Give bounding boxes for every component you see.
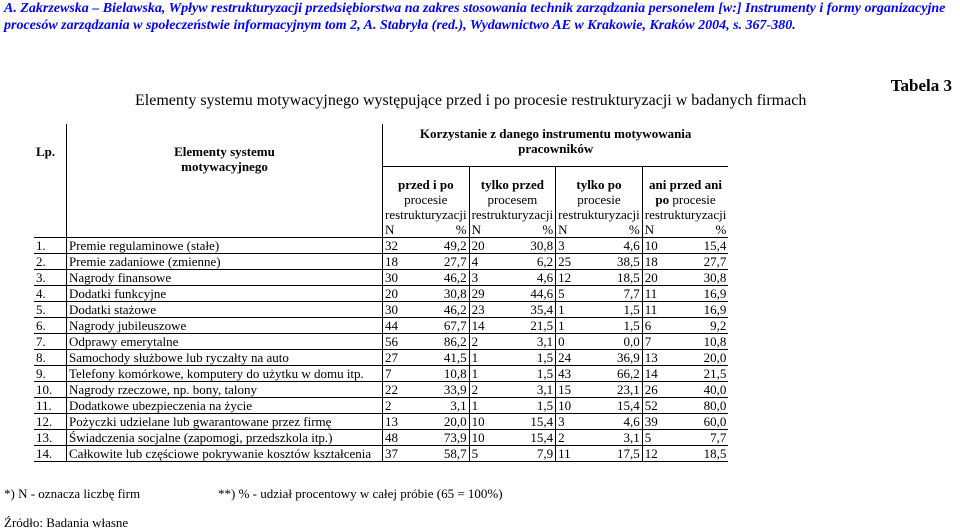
cell-count: 10 <box>469 414 505 430</box>
cell-count: 14 <box>642 366 678 382</box>
cell-count: 37 <box>383 446 419 462</box>
cell-percent: 18,5 <box>592 270 643 286</box>
cell-percent: 1,5 <box>592 302 643 318</box>
footnote-pct: **) % - udział procentowy w całej próbie (65 = 100%) <box>218 486 503 501</box>
cell-count: 1 <box>556 318 592 334</box>
cell-percent: 16,9 <box>678 286 728 302</box>
table-row <box>34 254 728 270</box>
cell-count: 1 <box>469 350 505 366</box>
table-row <box>34 398 728 414</box>
cell-count: 20 <box>469 238 505 254</box>
table-row <box>34 430 728 446</box>
header-pct: % <box>505 222 556 238</box>
cell-count: 2 <box>383 398 419 414</box>
table-title: Elementy systemu motywacyjnego występujące przed i po procesie restrukturyzacji w badanych firmach <box>135 92 807 109</box>
cell-percent: 1,5 <box>592 318 643 334</box>
cell-count: 12 <box>642 446 678 462</box>
cell-percent: 27,7 <box>678 254 728 270</box>
cell-count: 1 <box>469 398 505 414</box>
row-number: 7. <box>34 334 67 350</box>
cell-percent: 1,5 <box>505 398 556 414</box>
header-n: N <box>556 222 592 238</box>
cell-percent: 3,1 <box>505 334 556 350</box>
row-number: 2. <box>34 254 67 270</box>
cell-count: 3 <box>556 414 592 430</box>
cell-percent: 7,7 <box>678 430 728 446</box>
cell-count: 7 <box>642 334 678 350</box>
cell-count: 25 <box>556 254 592 270</box>
table-row <box>34 334 728 350</box>
source-note: Źródło: Badania własne <box>4 515 129 530</box>
row-number: 4. <box>34 286 67 302</box>
cell-count: 1 <box>469 366 505 382</box>
cell-percent: 33,9 <box>419 382 470 398</box>
cell-percent: 80,0 <box>678 398 728 414</box>
cell-percent: 36,9 <box>592 350 643 366</box>
row-number: 9. <box>34 366 67 382</box>
cell-count: 14 <box>469 318 505 334</box>
cell-count: 15 <box>556 382 592 398</box>
table-row <box>34 382 728 398</box>
footnote-n: *) N - oznacza liczbę firm <box>4 486 141 501</box>
header-pct: % <box>678 222 728 238</box>
row-element-name: Odprawy emerytalne <box>67 334 383 350</box>
cell-percent: 6,2 <box>505 254 556 270</box>
table-row <box>34 318 728 334</box>
row-element-name: Samochody służbowe lub ryczałty na auto <box>67 350 383 366</box>
cell-count: 7 <box>383 366 419 382</box>
cell-count: 30 <box>383 302 419 318</box>
row-element-name: Nagrody finansowe <box>67 270 383 286</box>
cell-count: 13 <box>642 350 678 366</box>
cell-count: 32 <box>383 238 419 254</box>
cell-count: 11 <box>642 286 678 302</box>
cell-percent: 4,6 <box>592 414 643 430</box>
cell-percent: 15,4 <box>505 430 556 446</box>
row-element-name: Całkowite lub częściowe pokrywanie kosztów kształcenia <box>67 446 383 462</box>
cell-count: 5 <box>469 446 505 462</box>
cell-count: 20 <box>642 270 678 286</box>
cell-percent: 46,2 <box>419 270 470 286</box>
cell-count: 29 <box>469 286 505 302</box>
row-element-name: Dodatki stażowe <box>67 302 383 318</box>
cell-percent: 0,0 <box>592 334 643 350</box>
cell-percent: 1,5 <box>505 366 556 382</box>
cell-percent: 3,1 <box>419 398 470 414</box>
cell-percent: 41,5 <box>419 350 470 366</box>
cell-percent: 23,1 <box>592 382 643 398</box>
cell-percent: 4,6 <box>592 238 643 254</box>
cell-percent: 17,5 <box>592 446 643 462</box>
table-row <box>34 270 728 286</box>
cell-count: 2 <box>556 430 592 446</box>
row-element-name: Nagrody rzeczowe, np. bony, talony <box>67 382 383 398</box>
cell-percent: 60,0 <box>678 414 728 430</box>
row-number: 10. <box>34 382 67 398</box>
row-number: 12. <box>34 414 67 430</box>
row-element-name: Dodatki funkcyjne <box>67 286 383 302</box>
cell-percent: 20,0 <box>678 350 728 366</box>
cell-count: 52 <box>642 398 678 414</box>
cell-percent: 3,1 <box>592 430 643 446</box>
cell-count: 26 <box>642 382 678 398</box>
table-row <box>34 286 728 302</box>
row-number: 1. <box>34 238 67 254</box>
row-element-name: Premie zadaniowe (zmienne) <box>67 254 383 270</box>
header-n: N <box>383 222 419 238</box>
cell-count: 56 <box>383 334 419 350</box>
cell-count: 10 <box>469 430 505 446</box>
citation-text: A. Zakrzewska – Bielawska, Wpływ restrukturyzacji przedsiębiorstwa na zakres stosowania technik zarządzania personelem [w:] Instrumenty i formy organizacyjne procesów zarządzania w społeczeństwie informacyjnym tom 2, A. Stabryła (red.), Wydawnictwo AE w Krakowie, Kraków 2004, s. 367-380. <box>4 1 946 33</box>
cell-count: 5 <box>642 430 678 446</box>
header-lp: Lp. <box>36 144 56 159</box>
cell-percent: 67,7 <box>419 318 470 334</box>
header-n: N <box>642 222 678 238</box>
cell-percent: 30,8 <box>505 238 556 254</box>
cell-count: 10 <box>556 398 592 414</box>
cell-percent: 3,1 <box>505 382 556 398</box>
cell-count: 5 <box>556 286 592 302</box>
cell-percent: 86,2 <box>419 334 470 350</box>
table-row <box>34 414 728 430</box>
cell-count: 1 <box>556 302 592 318</box>
cell-percent: 58,7 <box>419 446 470 462</box>
cell-count: 43 <box>556 366 592 382</box>
cell-percent: 18,5 <box>678 446 728 462</box>
cell-percent: 16,9 <box>678 302 728 318</box>
header-spacer <box>34 222 67 238</box>
header-group: Korzystanie z danego instrumentu motywowania pracowników <box>383 124 729 167</box>
cell-count: 12 <box>556 270 592 286</box>
cell-percent: 9,2 <box>678 318 728 334</box>
cell-count: 20 <box>383 286 419 302</box>
cell-percent: 21,5 <box>678 366 728 382</box>
table-row <box>34 238 728 254</box>
cell-percent: 15,4 <box>592 398 643 414</box>
cell-percent: 30,8 <box>678 270 728 286</box>
cell-count: 44 <box>383 318 419 334</box>
cell-percent: 35,4 <box>505 302 556 318</box>
row-number: 8. <box>34 350 67 366</box>
cell-count: 24 <box>556 350 592 366</box>
cell-count: 2 <box>469 382 505 398</box>
cell-count: 2 <box>469 334 505 350</box>
row-element-name: Pożyczki udzielane lub gwarantowane przez firmę <box>67 414 383 430</box>
row-number: 13. <box>34 430 67 446</box>
header-pct: % <box>419 222 470 238</box>
cell-count: 3 <box>469 270 505 286</box>
cell-percent: 27,7 <box>419 254 470 270</box>
header-spacer <box>67 222 383 238</box>
cell-count: 6 <box>642 318 678 334</box>
cell-percent: 1,5 <box>505 350 556 366</box>
cell-count: 4 <box>469 254 505 270</box>
row-number: 5. <box>34 302 67 318</box>
row-number: 11. <box>34 398 67 414</box>
header-elements: Elementy systemu motywacyjnego <box>67 124 383 222</box>
cell-count: 3 <box>556 238 592 254</box>
cell-percent: 4,6 <box>505 270 556 286</box>
row-number: 3. <box>34 270 67 286</box>
row-element-name: Premie regulaminowe (stałe) <box>67 238 383 254</box>
header-col-only-after: tylko po procesie restrukturyzacji <box>556 167 643 223</box>
header-n: N <box>469 222 505 238</box>
cell-percent: 49,2 <box>419 238 470 254</box>
cell-percent: 7,9 <box>505 446 556 462</box>
row-element-name: Świadczenia socjalne (zapomogi, przedszkola itp.) <box>67 430 383 446</box>
header-col-before-after: przed i po procesie restrukturyzacji <box>383 167 470 223</box>
cell-percent: 10,8 <box>419 366 470 382</box>
cell-percent: 20,0 <box>419 414 470 430</box>
cell-percent: 15,4 <box>678 238 728 254</box>
cell-count: 23 <box>469 302 505 318</box>
table-row <box>34 366 728 382</box>
cell-count: 30 <box>383 270 419 286</box>
cell-count: 22 <box>383 382 419 398</box>
row-number: 6. <box>34 318 67 334</box>
cell-count: 11 <box>556 446 592 462</box>
cell-percent: 73,9 <box>419 430 470 446</box>
cell-count: 13 <box>383 414 419 430</box>
header-col-only-before: tylko przed procesem restrukturyzacji <box>469 167 556 223</box>
table-row <box>34 302 728 318</box>
table-row <box>34 350 728 366</box>
cell-count: 10 <box>642 238 678 254</box>
cell-percent: 10,8 <box>678 334 728 350</box>
row-element-name: Telefony komórkowe, komputery do użytku w domu itp. <box>67 366 383 382</box>
cell-percent: 21,5 <box>505 318 556 334</box>
row-element-name: Dodatkowe ubezpieczenia na życie <box>67 398 383 414</box>
table-number-label: Tabela 3 <box>890 76 952 95</box>
cell-percent: 40,0 <box>678 382 728 398</box>
header-col-neither: ani przed ani po procesie restrukturyzacji <box>642 167 728 223</box>
cell-percent: 38,5 <box>592 254 643 270</box>
cell-count: 48 <box>383 430 419 446</box>
cell-percent: 46,2 <box>419 302 470 318</box>
cell-count: 0 <box>556 334 592 350</box>
cell-count: 18 <box>383 254 419 270</box>
cell-count: 39 <box>642 414 678 430</box>
header-pct: % <box>592 222 643 238</box>
cell-percent: 66,2 <box>592 366 643 382</box>
cell-percent: 44,6 <box>505 286 556 302</box>
cell-percent: 30,8 <box>419 286 470 302</box>
cell-count: 11 <box>642 302 678 318</box>
cell-count: 18 <box>642 254 678 270</box>
row-element-name: Nagrody jubileuszowe <box>67 318 383 334</box>
cell-percent: 7,7 <box>592 286 643 302</box>
cell-percent: 15,4 <box>505 414 556 430</box>
data-table <box>34 124 728 462</box>
table-row <box>34 446 728 462</box>
cell-count: 27 <box>383 350 419 366</box>
row-number: 14. <box>34 446 67 462</box>
table-body <box>34 238 728 462</box>
